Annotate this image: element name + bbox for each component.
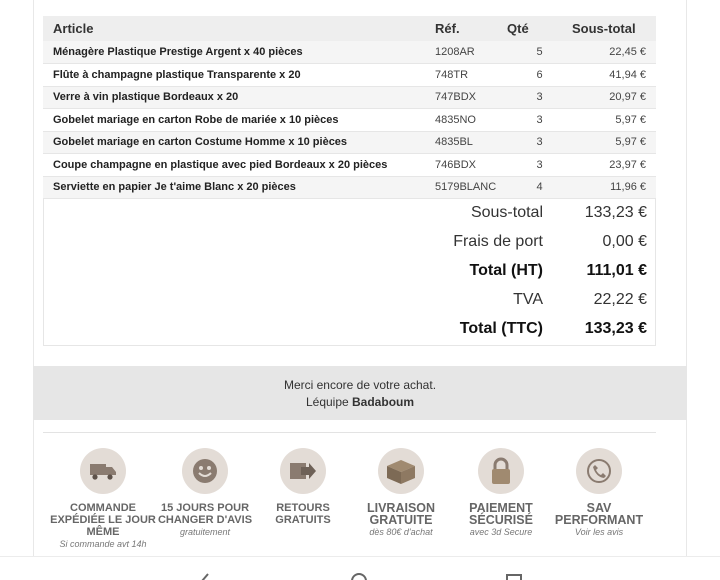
divider bbox=[43, 432, 656, 433]
tva-value: 22,22 € bbox=[593, 291, 647, 308]
row-subtotal: 5,97 € bbox=[572, 131, 656, 154]
row-subtotal: 22,45 € bbox=[572, 41, 656, 64]
row-subtotal: 11,96 € bbox=[572, 176, 656, 199]
thanks-message: Merci encore de votre achat. bbox=[283, 378, 437, 392]
row-qty: 4 bbox=[507, 176, 572, 199]
row-subtotal: 5,97 € bbox=[572, 109, 656, 132]
subtotal-label: Sous-total bbox=[470, 204, 543, 221]
row-article: Gobelet mariage en carton Costume Homme x 10 pièces bbox=[43, 131, 425, 154]
shipping-row bbox=[387, 233, 647, 257]
feature-same-day-shipping bbox=[48, 444, 158, 549]
total-ht-label: Total (HT) bbox=[469, 262, 543, 279]
table-header-row bbox=[43, 16, 656, 41]
back-icon[interactable] bbox=[196, 573, 214, 580]
tva-row bbox=[387, 291, 647, 315]
truck-icon bbox=[80, 448, 126, 494]
row-article: Gobelet mariage en carton Robe de mariée x 10 pièces bbox=[43, 109, 425, 132]
feature-free-delivery bbox=[346, 444, 456, 537]
row-ref: 746BDX bbox=[425, 154, 507, 177]
feature-note: Voir les avis bbox=[574, 527, 624, 537]
table-row bbox=[43, 154, 656, 177]
feature-after-sales bbox=[544, 444, 654, 537]
table-row bbox=[43, 131, 656, 154]
row-ref: 5179BLANC bbox=[425, 176, 507, 199]
row-article: Coupe champagne en plastique avec pied Bordeaux x 20 pièces bbox=[43, 154, 425, 177]
row-ref: 4835NO bbox=[425, 109, 507, 132]
order-table bbox=[43, 16, 656, 199]
phone-icon bbox=[576, 448, 622, 494]
recent-apps-icon[interactable] bbox=[505, 573, 523, 580]
feature-note: dès 80€ d'achat bbox=[369, 527, 433, 537]
table-row bbox=[43, 109, 656, 132]
feature-title: COMMANDE EXPÉDIÉE LE JOUR MÊME bbox=[50, 502, 156, 538]
smiley-icon bbox=[182, 448, 228, 494]
row-ref: 4835BL bbox=[425, 131, 507, 154]
subtotal-value: 133,23 € bbox=[584, 204, 647, 221]
row-ref: 747BDX bbox=[425, 86, 507, 109]
totals-box bbox=[43, 198, 656, 346]
thanks-band bbox=[33, 366, 687, 420]
shipping-value: 0,00 € bbox=[602, 233, 647, 250]
total-ttc-label: Total (TTC) bbox=[459, 320, 543, 337]
box-icon bbox=[378, 448, 424, 494]
feature-free-returns bbox=[248, 444, 358, 527]
system-navigation-bar bbox=[0, 556, 720, 580]
home-icon[interactable] bbox=[350, 573, 368, 580]
total-ht-row bbox=[387, 262, 647, 286]
feature-title: LIVRAISON GRATUITE bbox=[366, 501, 436, 527]
return-arrow-icon bbox=[280, 448, 326, 494]
row-article: Serviette en papier Je t'aime Blanc x 20 pièces bbox=[43, 176, 425, 199]
row-qty: 3 bbox=[507, 154, 572, 177]
feature-title: RETOURS GRATUITS bbox=[275, 502, 331, 526]
row-qty: 3 bbox=[507, 131, 572, 154]
row-subtotal: 23,97 € bbox=[572, 154, 656, 177]
feature-title: PAIEMENT SÉCURISÉ bbox=[469, 501, 533, 527]
subtotal-row bbox=[387, 204, 647, 228]
team-signature bbox=[33, 394, 687, 411]
feature-title: SAV PERFORMANT bbox=[554, 501, 644, 527]
row-article: Ménagère Plastique Prestige Argent x 40 pièces bbox=[43, 41, 425, 64]
row-subtotal: 20,97 € bbox=[572, 86, 656, 109]
table-row bbox=[43, 86, 656, 109]
total-ttc-value: 133,23 € bbox=[584, 320, 647, 337]
shipping-label: Frais de port bbox=[453, 233, 543, 250]
row-article: Verre à vin plastique Bordeaux x 20 bbox=[43, 86, 425, 109]
table-row bbox=[43, 64, 656, 87]
feature-title: 15 JOURS POUR CHANGER D'AVIS bbox=[157, 502, 253, 526]
feature-note: avec 3d Secure bbox=[469, 527, 533, 537]
team-prefix: Léquipe bbox=[305, 395, 353, 409]
feature-15-days bbox=[150, 444, 260, 537]
features-row bbox=[43, 444, 656, 556]
feature-secure-payment bbox=[446, 444, 556, 537]
header-ref: Réf. bbox=[425, 16, 507, 41]
row-subtotal: 41,94 € bbox=[572, 64, 656, 87]
brand-name: Badaboum bbox=[352, 395, 415, 409]
table-row bbox=[43, 176, 656, 199]
tva-label: TVA bbox=[513, 291, 543, 308]
total-ttc-row bbox=[387, 320, 647, 344]
header-subtotal: Sous-total bbox=[572, 16, 656, 41]
header-qty: Qté bbox=[507, 16, 572, 41]
row-qty: 3 bbox=[507, 86, 572, 109]
row-ref: 1208AR bbox=[425, 41, 507, 64]
total-ht-value: 111,01 € bbox=[586, 262, 647, 279]
row-qty: 3 bbox=[507, 109, 572, 132]
row-article: Flûte à champagne plastique Transparente x 20 bbox=[43, 64, 425, 87]
header-article: Article bbox=[43, 16, 425, 41]
row-qty: 6 bbox=[507, 64, 572, 87]
feature-note: Si commande avt 14h bbox=[59, 539, 147, 549]
row-ref: 748TR bbox=[425, 64, 507, 87]
row-qty: 5 bbox=[507, 41, 572, 64]
table-row bbox=[43, 41, 656, 64]
padlock-icon bbox=[478, 448, 524, 494]
feature-note: gratuitement bbox=[179, 527, 231, 537]
